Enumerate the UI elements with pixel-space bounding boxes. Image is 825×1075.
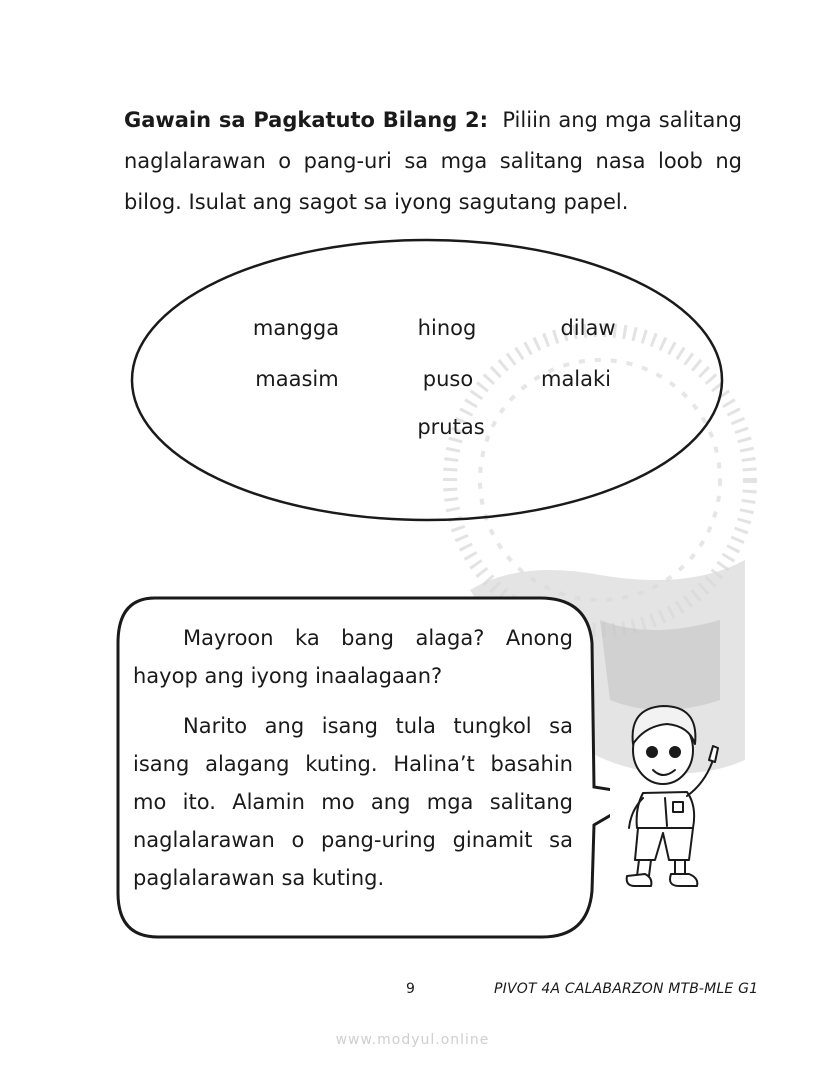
page-number: 9 (406, 981, 415, 997)
oval-word-malaki: malaki (540, 367, 612, 391)
boy-pointing-illustration (605, 688, 725, 898)
bubble-paragraph-1: Mayroon ka bang alaga? Anong hayop ang iyong inaalagaan? (133, 626, 573, 688)
oval-word-hinog: hinog (417, 316, 477, 340)
oval-word-dilaw: dilaw (560, 316, 616, 340)
watermark: www.modyul.online (335, 1032, 490, 1048)
oval-word-puso: puso (422, 367, 474, 391)
instructions-text: Piliin ang mga salitang naglalarawan o pang-uri sa mga salitang nasa loob ng bilog. Isulat ang sagot sa iyong sagutang papel. (124, 108, 742, 214)
oval-word-mangga: mangga (252, 316, 340, 340)
bubble-paragraph-2: Narito ang isang tula tungkol sa isang alagang kuting. Halina’t basahin mo ito. Alamin mo ang mga salitang naglalarawan o pang-uring ginamit sa paglalarawan sa kuting. (133, 714, 573, 890)
oval-word-maasim: maasim (255, 367, 339, 391)
oval-word-prutas: prutas (417, 415, 485, 439)
instructions (124, 100, 742, 223)
footer-title: PIVOT 4A CALABARZON MTB-MLE G1 (494, 981, 759, 997)
activity-title: Gawain sa Pagkatuto Bilang 2: (124, 108, 489, 132)
bubble-text (133, 619, 573, 897)
